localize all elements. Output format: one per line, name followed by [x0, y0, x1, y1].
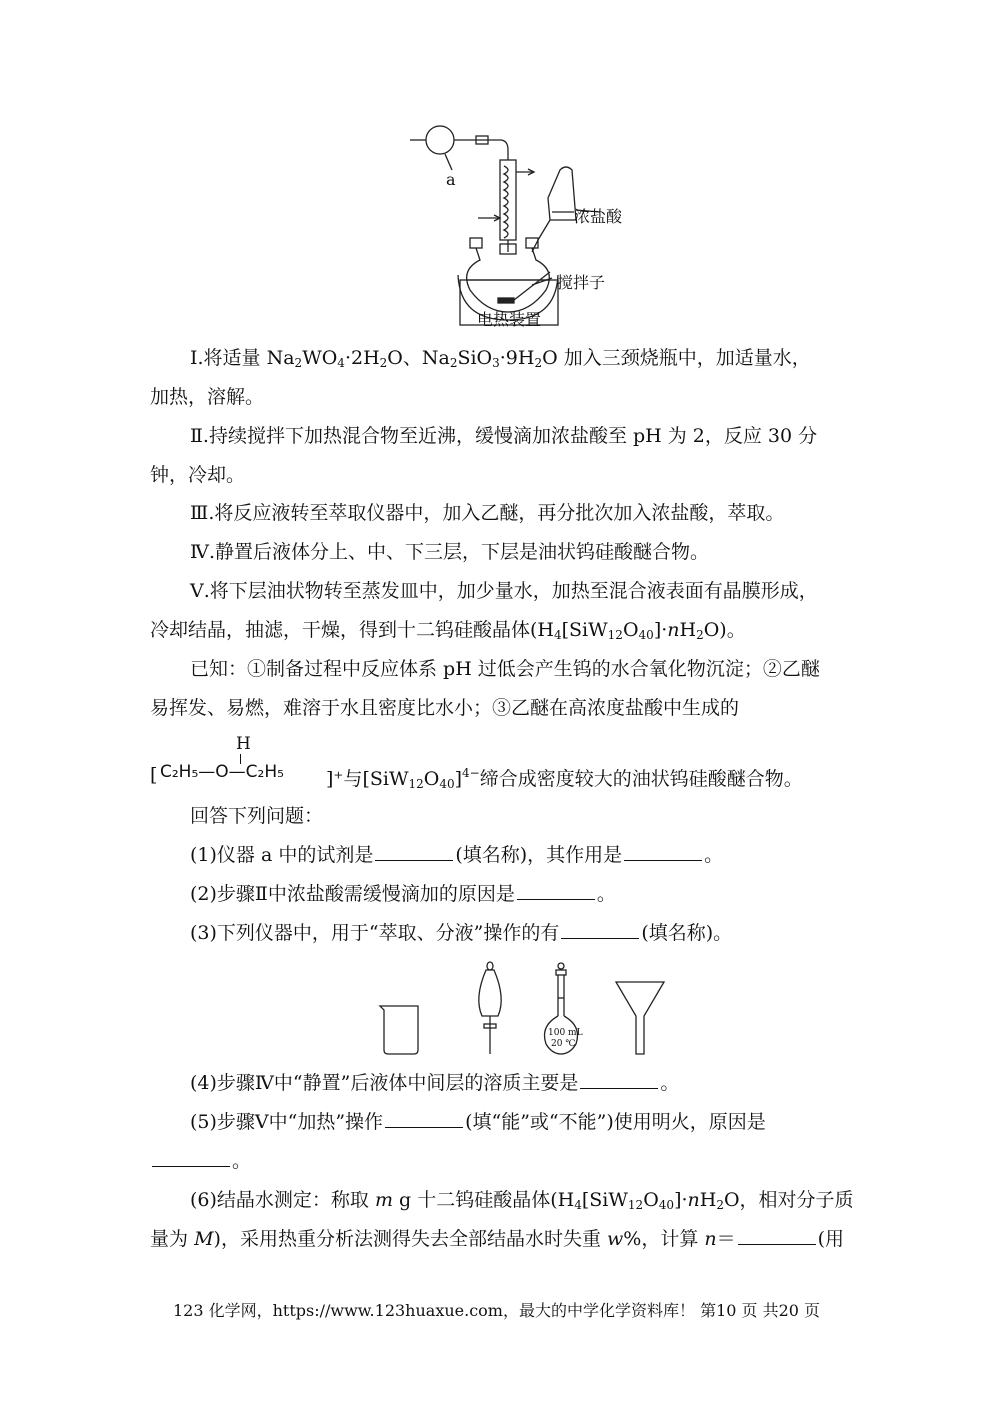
q3-blank[interactable] [561, 920, 639, 939]
page-footer: 123 化学网，https://www.123huaxue.com，最大的中学化学资料库！ 第10 页 共20 页 [172, 1301, 821, 1320]
step-4: Ⅳ.静置后液体分上、中、下三层，下层是油状钨硅酸醚合物。 [190, 541, 710, 563]
question-3: (3)下列仪器中，用于“萃取、分液”操作的有 (填名称)。 [190, 922, 733, 944]
q2-blank[interactable] [517, 881, 595, 900]
ether-rest: ]⁺与$[SiW_{12}O_{40}]^{4-}$缔合成密度较大的油状钨硅酸醚合物。 [326, 766, 803, 791]
q5-blank-2[interactable] [152, 1148, 230, 1167]
question-6-line-1: (6)结晶水测定：称取 m g 十二钨硅酸晶体($H_4[SiW_{12}O_{40}]\cdot nH_2O$，相对分子质 [190, 1189, 854, 1212]
ether-bracket: [ [150, 764, 158, 786]
label-heater: 电热装置 [477, 310, 542, 329]
drying-tube-bulb [426, 126, 454, 154]
q1-blank-1[interactable] [375, 842, 453, 861]
question-4: (4)步骤Ⅳ中“静置”后液体中间层的溶质主要是 。 [190, 1072, 680, 1094]
flask-label-volume: 100 mL [548, 1028, 583, 1038]
instruments-diagram [370, 958, 670, 1058]
step-5-line-1: Ⅴ.将下层油状物转至蒸发皿中，加少量水，加热至混合液表面有晶膜形成， [190, 580, 818, 602]
q4-blank[interactable] [580, 1070, 658, 1089]
funnel [616, 982, 664, 1054]
beaker [380, 1006, 418, 1054]
q6-blank[interactable] [738, 1226, 816, 1245]
q1-blank-2[interactable] [624, 842, 702, 861]
step-1-line-1: Ⅰ.将适量 $Na_2WO_4\cdot 2H_2O$、$Na_2SiO_3\cdot 9H_2O$ 加入三颈烧瓶中，加适量水， [190, 347, 811, 370]
flask-label-temp: 20 ℃ [551, 1039, 576, 1049]
questions-intro: 回答下列问题： [190, 805, 324, 827]
step-5-line-2: 冷却结晶，抽滤，干燥，得到十二钨硅酸晶体$(H_4[SiW_{12}O_{40}]\cdot nH_2O)$。 [150, 619, 746, 642]
apparatus-diagram [400, 120, 640, 335]
reflux-condenser [500, 160, 516, 240]
label-stirrer: 搅拌子 [557, 273, 606, 292]
step-3: Ⅲ.将反应液转至萃取仪器中，加入乙醚，再分批次加入浓盐酸，萃取。 [190, 502, 785, 524]
question-1: (1)仪器 a 中的试剂是 (填名称)，其作用是 。 [190, 844, 724, 866]
question-6-line-2: 量为 M)，采用热重分析法测得失去全部结晶水时失重 w%，计算 n＝ (用 [150, 1228, 845, 1250]
q5-blank-1[interactable] [385, 1109, 463, 1128]
question-2: (2)步骤Ⅱ中浓盐酸需缓慢滴加的原因是 。 [190, 883, 616, 905]
ether-formula: C₂H₅—O—C₂H₅ [160, 762, 284, 782]
ether-h: H [236, 734, 251, 754]
step-2-line-1: Ⅱ.持续搅拌下加热混合物至近沸，缓慢滴加浓盐酸至 pH 为 2，反应 30 分 [190, 425, 818, 447]
known-line-1: 已知：①制备过程中反应体系 pH 过低会产生钨的水合氧化物沉淀；②乙醚 [190, 658, 820, 680]
step-2-line-2: 钟，冷却。 [150, 464, 246, 486]
label-a: a [446, 170, 456, 189]
question-5-line-1: (5)步骤Ⅴ中“加热”操作 (填“能”或“不能”)使用明火，原因是 [190, 1111, 766, 1133]
ether-formula-line [150, 734, 845, 791]
separatory-funnel [479, 970, 501, 1016]
known-line-2: 易挥发、易燃，难溶于水且密度比水小；③乙醚在高浓度盐酸中生成的 [150, 697, 740, 719]
question-5-line-2: 。 [150, 1148, 845, 1174]
step-1-line-2: 加热，溶解。 [150, 386, 265, 408]
label-acid: 浓盐酸 [574, 207, 623, 226]
